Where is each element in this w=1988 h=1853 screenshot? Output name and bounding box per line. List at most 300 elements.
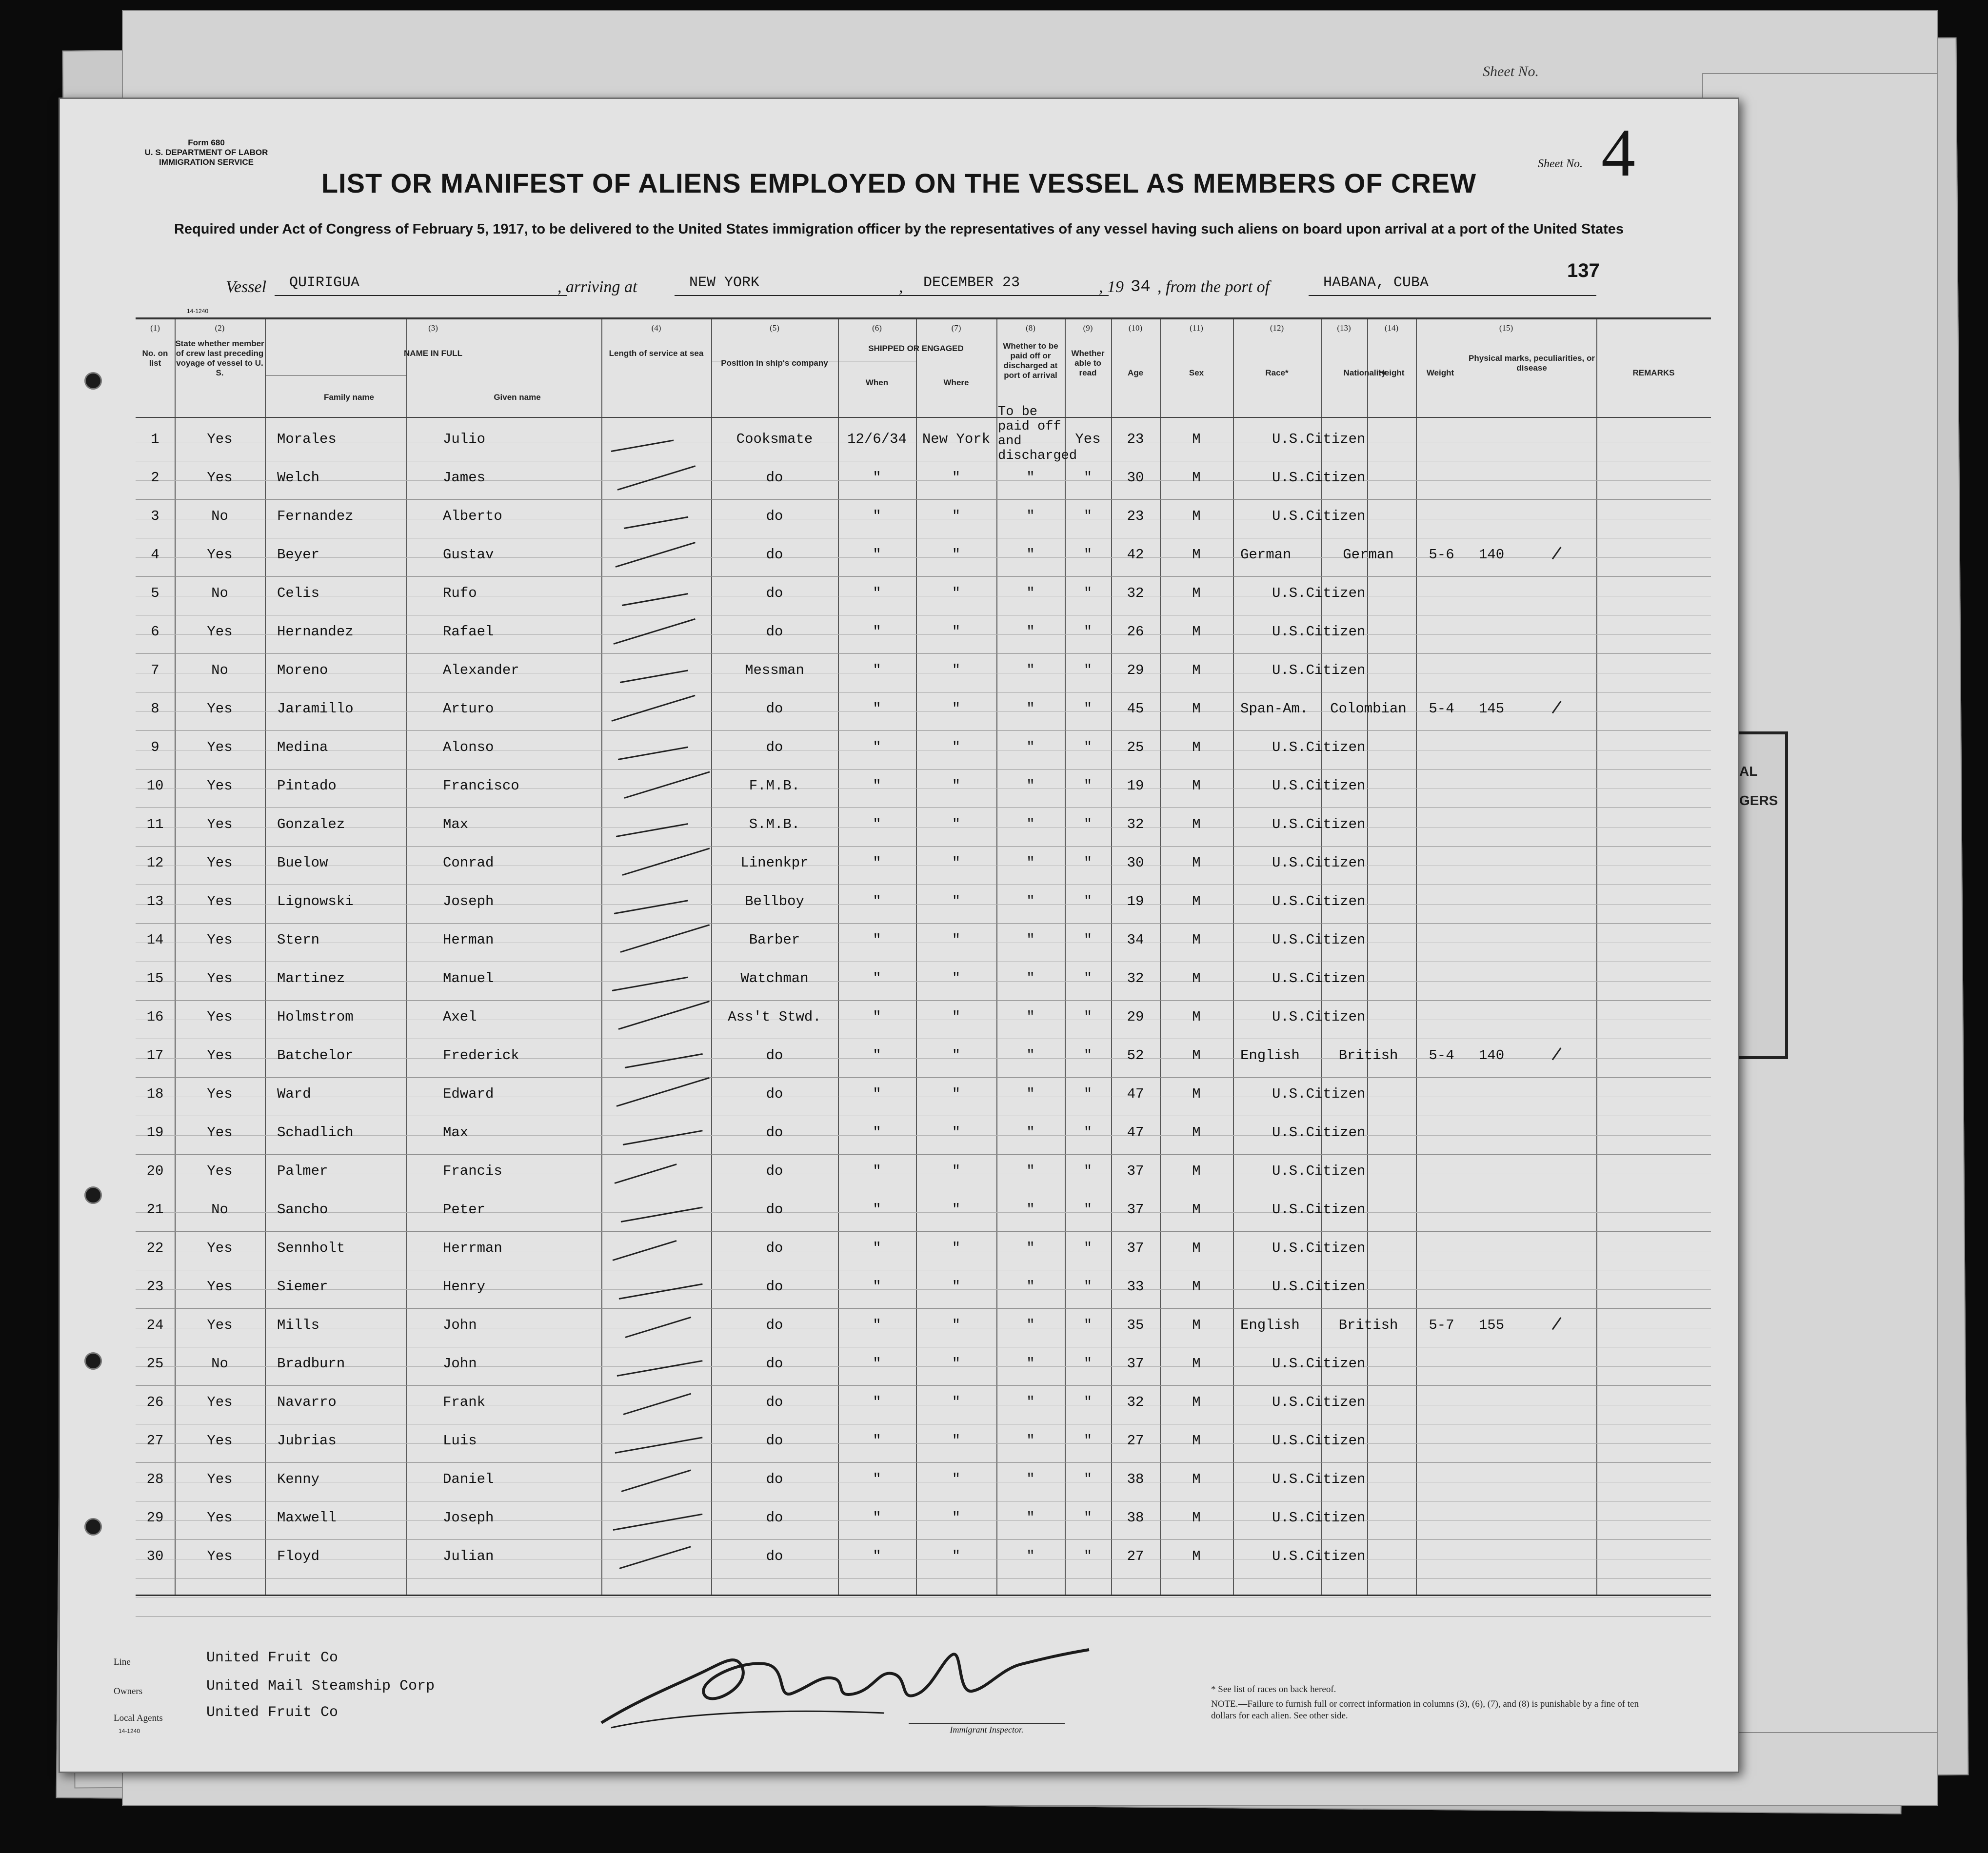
cell-age: 25 <box>1127 739 1144 755</box>
cell-shipped-when: " <box>873 1471 881 1487</box>
cell-list-number: 12 <box>146 855 164 871</box>
cell-paid-off: " <box>1026 739 1035 755</box>
cell-shipped-when: " <box>873 1086 881 1102</box>
cell-position: do <box>766 1394 783 1410</box>
column-number: (8) <box>1026 323 1035 333</box>
cell-race: English <box>1240 1047 1300 1064</box>
cell-able-to-read: " <box>1083 970 1093 986</box>
cell-height: 5-7 <box>1429 1317 1454 1333</box>
header-when: When <box>865 378 889 387</box>
check-stroke <box>619 1546 691 1569</box>
cell-able-to-read: " <box>1083 1317 1093 1333</box>
cell-shipped-where: " <box>952 1124 961 1141</box>
cell-list-number: 4 <box>151 547 159 563</box>
cell-able-to-read: " <box>1083 1510 1093 1526</box>
cell-family-name: Palmer <box>277 1163 328 1179</box>
column-number: (9) <box>1083 323 1093 333</box>
cell-list-number: 14 <box>146 932 164 948</box>
background-sheet-label: Sheet No. <box>1483 63 1539 79</box>
cell-position: do <box>766 1202 783 1218</box>
column-number: (1) <box>150 323 160 333</box>
cell-given-name: John <box>443 1356 477 1372</box>
cell-race: U.S.Citizen <box>1272 624 1366 640</box>
cell-family-name: Lignowski <box>277 893 354 909</box>
cell-shipped-when: " <box>873 1317 881 1333</box>
cell-given-name: Alberto <box>443 508 502 524</box>
cell-shipped-where: " <box>952 1356 961 1372</box>
cell-position: do <box>766 1471 783 1487</box>
cell-age: 27 <box>1127 1433 1144 1449</box>
cell-race: U.S.Citizen <box>1272 893 1366 909</box>
cell-shipped-when: " <box>873 1163 881 1179</box>
cell-age: 19 <box>1127 893 1144 909</box>
cell-able-to-read: " <box>1083 1471 1093 1487</box>
cell-given-name: Daniel <box>443 1471 494 1487</box>
cell-able-to-read: " <box>1083 739 1093 755</box>
cell-race: U.S.Citizen <box>1272 1394 1366 1410</box>
cell-age: 52 <box>1127 1047 1144 1064</box>
cell-paid-off: " <box>1026 1510 1035 1526</box>
cell-given-name: Peter <box>443 1202 486 1218</box>
cell-previous-voyage: Yes <box>207 1317 233 1333</box>
cell-list-number: 18 <box>146 1086 164 1102</box>
cell-previous-voyage: No <box>211 1202 228 1218</box>
punch-hole <box>84 1352 102 1370</box>
cell-sex: M <box>1192 816 1201 832</box>
cell-weight: 140 <box>1478 547 1505 563</box>
cell-shipped-when: " <box>873 970 881 986</box>
cell-previous-voyage: Yes <box>207 1240 233 1256</box>
from-port-label: , from the port of <box>1157 278 1270 296</box>
cell-race: U.S.Citizen <box>1272 1009 1366 1025</box>
cell-age: 42 <box>1127 547 1144 563</box>
cell-shipped-where: " <box>952 1047 961 1064</box>
cell-shipped-where: " <box>952 547 961 563</box>
cell-family-name: Ward <box>277 1086 311 1102</box>
column-rule <box>1367 319 1368 1595</box>
form-code: 14-1240 <box>187 308 209 315</box>
cell-paid-off: " <box>1026 778 1035 794</box>
vessel-name: QUIRIGUA <box>275 275 567 296</box>
cell-able-to-read: " <box>1083 1124 1093 1141</box>
cell-sex: M <box>1192 739 1201 755</box>
cell-family-name: Welch <box>277 470 320 486</box>
cell-able-to-read: " <box>1083 1356 1093 1372</box>
cell-able-to-read: " <box>1083 932 1093 948</box>
cell-shipped-when: " <box>873 508 881 524</box>
cell-family-name: Holmstrom <box>277 1009 354 1025</box>
cell-position: do <box>766 1317 783 1333</box>
cell-shipped-when: " <box>873 1009 881 1025</box>
header-no-on-list: No. on list <box>142 349 168 368</box>
cell-sex: M <box>1192 1202 1201 1218</box>
cell-paid-off: " <box>1026 1433 1035 1449</box>
note-penalty: NOTE.—Failure to furnish full or correct information in columns (3), (6), (7), and (8) is punishable by a fine of ten dollars for each alien. See other side. <box>1211 1699 1639 1721</box>
row-rule <box>136 1385 1711 1386</box>
check-stroke <box>625 1053 703 1068</box>
cell-paid-off: " <box>1026 1124 1035 1141</box>
check-stroke <box>617 1360 703 1377</box>
sheet-number-label: Sheet No. <box>1538 158 1583 170</box>
check-stroke <box>616 542 696 568</box>
cell-family-name: Jubrias <box>277 1433 337 1449</box>
line-value: United Fruit Co <box>206 1650 338 1666</box>
cell-list-number: 16 <box>146 1009 164 1025</box>
cell-age: 23 <box>1127 431 1144 447</box>
cell-sex: M <box>1192 508 1201 524</box>
cell-paid-off: " <box>1026 1202 1035 1218</box>
cell-previous-voyage: Yes <box>207 1433 233 1449</box>
cell-able-to-read: " <box>1083 1009 1093 1025</box>
cell-family-name: Maxwell <box>277 1510 337 1526</box>
line-label: Line <box>114 1657 131 1667</box>
header-sex: Sex <box>1189 368 1204 377</box>
cell-age: 38 <box>1127 1471 1144 1487</box>
cell-previous-voyage: Yes <box>207 1279 233 1295</box>
cell-shipped-where: " <box>952 585 961 601</box>
cell-previous-voyage: Yes <box>207 701 233 717</box>
cell-race: U.S.Citizen <box>1272 816 1366 832</box>
cell-shipped-where: " <box>952 816 961 832</box>
cell-paid-off: " <box>1026 1163 1035 1179</box>
cell-sex: M <box>1192 547 1201 563</box>
cell-previous-voyage: Yes <box>207 932 233 948</box>
inspector-caption: Immigrant Inspector. <box>909 1723 1065 1735</box>
cell-age: 29 <box>1127 662 1144 678</box>
cell-age: 23 <box>1127 508 1144 524</box>
cell-family-name: Gonzalez <box>277 816 345 832</box>
note-races: * See list of races on back hereof. <box>1211 1684 1336 1695</box>
cell-given-name: Rafael <box>443 624 494 640</box>
cell-list-number: 8 <box>151 701 159 717</box>
cell-sex: M <box>1192 970 1201 986</box>
cell-family-name: Kenny <box>277 1471 320 1487</box>
row-rule <box>136 1077 1711 1078</box>
cell-paid-off: To be paid off and discharged <box>998 405 1077 463</box>
cell-given-name: James <box>443 470 486 486</box>
cell-family-name: Navarro <box>277 1394 337 1410</box>
cell-sex: M <box>1192 1356 1201 1372</box>
row-rule <box>136 1616 1711 1617</box>
cell-age: 47 <box>1127 1124 1144 1141</box>
cell-shipped-when: " <box>873 701 881 717</box>
cell-weight: 145 <box>1478 701 1505 717</box>
cell-shipped-when: " <box>873 1047 881 1064</box>
column-rule <box>1233 319 1234 1595</box>
cell-shipped-where: " <box>952 855 961 871</box>
cell-sex: M <box>1192 431 1201 447</box>
cell-age: 29 <box>1127 1009 1144 1025</box>
check-stroke <box>612 977 688 991</box>
column-number: (3) <box>428 323 438 333</box>
cell-age: 37 <box>1127 1240 1144 1256</box>
check-stroke <box>622 848 710 876</box>
cell-shipped-when: " <box>873 470 881 486</box>
cell-list-number: 22 <box>146 1240 164 1256</box>
check-stroke <box>617 465 696 491</box>
header-weight: Weight <box>1426 368 1454 377</box>
cell-previous-voyage: Yes <box>207 1047 233 1064</box>
cell-given-name: Julian <box>443 1548 494 1564</box>
cell-list-number: 10 <box>146 778 164 794</box>
cell-race: Span-Am. <box>1240 701 1309 717</box>
cell-race: U.S.Citizen <box>1272 662 1366 678</box>
cell-paid-off: " <box>1026 624 1035 640</box>
manifest-page <box>59 98 1739 1773</box>
cell-sex: M <box>1192 1471 1201 1487</box>
cell-nationality: British <box>1338 1317 1398 1333</box>
header-remarks: REMARKS <box>1632 368 1675 377</box>
cell-sex: M <box>1192 1009 1201 1025</box>
cell-list-number: 28 <box>146 1471 164 1487</box>
cell-position: Linenkpr <box>740 855 809 871</box>
cell-previous-voyage: Yes <box>207 547 233 563</box>
check-stroke <box>618 747 688 760</box>
cell-race: U.S.Citizen <box>1272 431 1366 447</box>
cell-age: 30 <box>1127 470 1144 486</box>
cell-race: U.S.Citizen <box>1272 1471 1366 1487</box>
background-side-box <box>1736 731 1788 1059</box>
row-rule <box>136 1154 1711 1155</box>
cell-position: Barber <box>749 932 800 948</box>
cell-previous-voyage: Yes <box>207 970 233 986</box>
cell-sex: M <box>1192 1163 1201 1179</box>
cell-race: English <box>1240 1317 1300 1333</box>
cell-age: 35 <box>1127 1317 1144 1333</box>
cell-given-name: Axel <box>443 1009 477 1025</box>
cell-sex: M <box>1192 1240 1201 1256</box>
header-family-name: Family name <box>324 393 374 402</box>
cell-sex: M <box>1192 1433 1201 1449</box>
cell-sex: M <box>1192 1510 1201 1526</box>
cell-given-name: Gustav <box>443 547 494 563</box>
cell-list-number: 20 <box>146 1163 164 1179</box>
cell-shipped-where: " <box>952 701 961 717</box>
cell-list-number: 3 <box>151 508 159 524</box>
cell-paid-off: " <box>1026 1317 1035 1333</box>
cell-given-name: Arturo <box>443 701 494 717</box>
column-rule <box>265 319 266 1595</box>
cell-given-name: Herrman <box>443 1240 502 1256</box>
column-number: (2) <box>215 323 225 333</box>
cell-sex: M <box>1192 1548 1201 1564</box>
cell-family-name: Fernandez <box>277 508 354 524</box>
cell-paid-off: " <box>1026 1240 1035 1256</box>
row-rule <box>136 1231 1711 1232</box>
check-stroke <box>614 618 696 645</box>
cell-previous-voyage: Yes <box>207 1086 233 1102</box>
cell-shipped-where: " <box>952 932 961 948</box>
header-given-name: Given name <box>494 393 541 402</box>
cell-position: do <box>766 1356 783 1372</box>
cell-family-name: Schadlich <box>277 1124 354 1141</box>
cell-list-number: 2 <box>151 470 159 486</box>
cell-sex: M <box>1192 778 1201 794</box>
cell-given-name: Frank <box>443 1394 486 1410</box>
cell-shipped-when: " <box>873 1240 881 1256</box>
cell-shipped-where: " <box>952 1202 961 1218</box>
cell-position: F.M.B. <box>749 778 800 794</box>
cell-paid-off: " <box>1026 1356 1035 1372</box>
crew-manifest-table <box>136 317 1711 1596</box>
cell-race: U.S.Citizen <box>1272 1279 1366 1295</box>
column-rule <box>601 319 602 1595</box>
cell-given-name: Edward <box>443 1086 494 1102</box>
cell-shipped-where: " <box>952 624 961 640</box>
cell-race: U.S.Citizen <box>1272 739 1366 755</box>
column-rule <box>406 319 407 1595</box>
arriving-port: NEW YORK <box>675 275 914 296</box>
punch-hole <box>84 1186 102 1204</box>
column-number: (13) <box>1337 323 1351 333</box>
cell-family-name: Buelow <box>277 855 328 871</box>
cell-paid-off: " <box>1026 816 1035 832</box>
cell-shipped-where: " <box>952 778 961 794</box>
cell-race: U.S.Citizen <box>1272 855 1366 871</box>
cell-sex: M <box>1192 585 1201 601</box>
cell-age: 37 <box>1127 1202 1144 1218</box>
cell-position: do <box>766 739 783 755</box>
form-identifier <box>133 138 279 167</box>
cell-age: 37 <box>1127 1356 1144 1372</box>
cell-paid-off: " <box>1026 1394 1035 1410</box>
cell-paid-off: " <box>1026 970 1035 986</box>
cell-race: U.S.Citizen <box>1272 585 1366 601</box>
arriving-label: , arriving at <box>557 278 637 296</box>
header-nationality: Nationality <box>1343 368 1386 377</box>
cell-given-name: John <box>443 1317 477 1333</box>
cell-shipped-when: " <box>873 816 881 832</box>
cell-position: Bellboy <box>745 893 804 909</box>
cell-race: U.S.Citizen <box>1272 1548 1366 1564</box>
cell-family-name: Stern <box>277 932 320 948</box>
cell-previous-voyage: Yes <box>207 816 233 832</box>
cell-previous-voyage: Yes <box>207 1394 233 1410</box>
cell-position: do <box>766 624 783 640</box>
header-name-in-full: NAME IN FULL <box>404 349 462 358</box>
cell-sex: M <box>1192 893 1201 909</box>
cell-list-number: 17 <box>146 1047 164 1064</box>
cell-given-name: Max <box>443 816 469 832</box>
check-stroke <box>623 1130 703 1145</box>
cell-shipped-where: " <box>952 1394 961 1410</box>
cell-shipped-when: " <box>873 778 881 794</box>
cell-sex: M <box>1192 662 1201 678</box>
cell-shipped-where: " <box>952 470 961 486</box>
cell-shipped-where: " <box>952 1317 961 1333</box>
cell-family-name: Sennholt <box>277 1240 345 1256</box>
cell-race: U.S.Citizen <box>1272 970 1366 986</box>
cell-list-number: 24 <box>146 1317 164 1333</box>
owners-label: Owners <box>114 1686 143 1696</box>
cell-race: U.S.Citizen <box>1272 1202 1366 1218</box>
cell-sex: M <box>1192 1279 1201 1295</box>
cell-list-number: 1 <box>151 431 159 447</box>
cell-position: do <box>766 470 783 486</box>
cell-race: U.S.Citizen <box>1272 1240 1366 1256</box>
cell-given-name: Francis <box>443 1163 502 1179</box>
cell-previous-voyage: Yes <box>207 1471 233 1487</box>
cell-shipped-where: " <box>952 970 961 986</box>
row-rule <box>136 846 1711 847</box>
cell-family-name: Hernandez <box>277 624 354 640</box>
cell-previous-voyage: Yes <box>207 1163 233 1179</box>
cell-given-name: Rufo <box>443 585 477 601</box>
cell-sex: M <box>1192 1124 1201 1141</box>
check-stroke <box>621 1207 703 1222</box>
cell-paid-off: " <box>1026 855 1035 871</box>
cell-position: Cooksmate <box>736 431 813 447</box>
cell-able-to-read: " <box>1083 547 1093 563</box>
column-rule <box>1596 319 1597 1595</box>
cell-able-to-read: " <box>1083 893 1093 909</box>
cell-paid-off: " <box>1026 470 1035 486</box>
cell-previous-voyage: Yes <box>207 893 233 909</box>
cell-paid-off: " <box>1026 585 1035 601</box>
cell-age: 33 <box>1127 1279 1144 1295</box>
header-age: Age <box>1127 368 1144 377</box>
cell-sex: M <box>1192 624 1201 640</box>
cell-family-name: Beyer <box>277 547 320 563</box>
cell-given-name: Henry <box>443 1279 486 1295</box>
cell-list-number: 29 <box>146 1510 164 1526</box>
cell-previous-voyage: Yes <box>207 431 233 447</box>
cell-shipped-when: " <box>873 1433 881 1449</box>
cell-able-to-read: " <box>1083 508 1093 524</box>
sheet-number-value: 4 <box>1601 115 1635 191</box>
cell-list-number: 25 <box>146 1356 164 1372</box>
stamp-number: 137 <box>1567 260 1600 281</box>
cell-race: U.S.Citizen <box>1272 1356 1366 1372</box>
cell-able-to-read: " <box>1083 701 1093 717</box>
side-box-text: AL <box>1739 764 1758 779</box>
cell-shipped-where: " <box>952 508 961 524</box>
cell-previous-voyage: Yes <box>207 855 233 871</box>
cell-shipped-when: " <box>873 932 881 948</box>
vessel-label: Vessel <box>226 278 267 296</box>
cell-previous-voyage: Yes <box>207 739 233 755</box>
cell-able-to-read: " <box>1083 816 1093 832</box>
cell-nationality: German <box>1343 547 1394 563</box>
cell-previous-voyage: Yes <box>207 1009 233 1025</box>
row-rule <box>136 576 1711 577</box>
cell-sex: M <box>1192 1047 1201 1064</box>
cell-sex: M <box>1192 1317 1201 1333</box>
cell-shipped-where: New York <box>922 431 991 447</box>
cell-paid-off: " <box>1026 508 1035 524</box>
cell-shipped-when: " <box>873 893 881 909</box>
check-stroke <box>613 1514 703 1531</box>
side-box-text: GERS <box>1739 793 1778 808</box>
header-race: Race* <box>1265 368 1289 377</box>
cell-given-name: Joseph <box>443 893 494 909</box>
cell-list-number: 5 <box>151 585 159 601</box>
cell-shipped-where: " <box>952 1279 961 1295</box>
owners-value: United Mail Steamship Corp <box>206 1678 435 1695</box>
cell-previous-voyage: No <box>211 662 228 678</box>
cell-able-to-read: " <box>1083 1394 1093 1410</box>
header-where: Where <box>943 378 969 387</box>
department-name: U. S. DEPARTMENT OF LABOR <box>144 148 268 157</box>
header-length-of-service: Length of service at sea <box>609 349 704 358</box>
cell-previous-voyage: Yes <box>207 1124 233 1141</box>
cell-position: do <box>766 1548 783 1564</box>
cell-shipped-when: " <box>873 547 881 563</box>
cell-able-to-read: " <box>1083 855 1093 871</box>
check-stroke <box>615 1437 703 1454</box>
cell-shipped-where: " <box>952 1471 961 1487</box>
row-rule <box>136 923 1711 924</box>
